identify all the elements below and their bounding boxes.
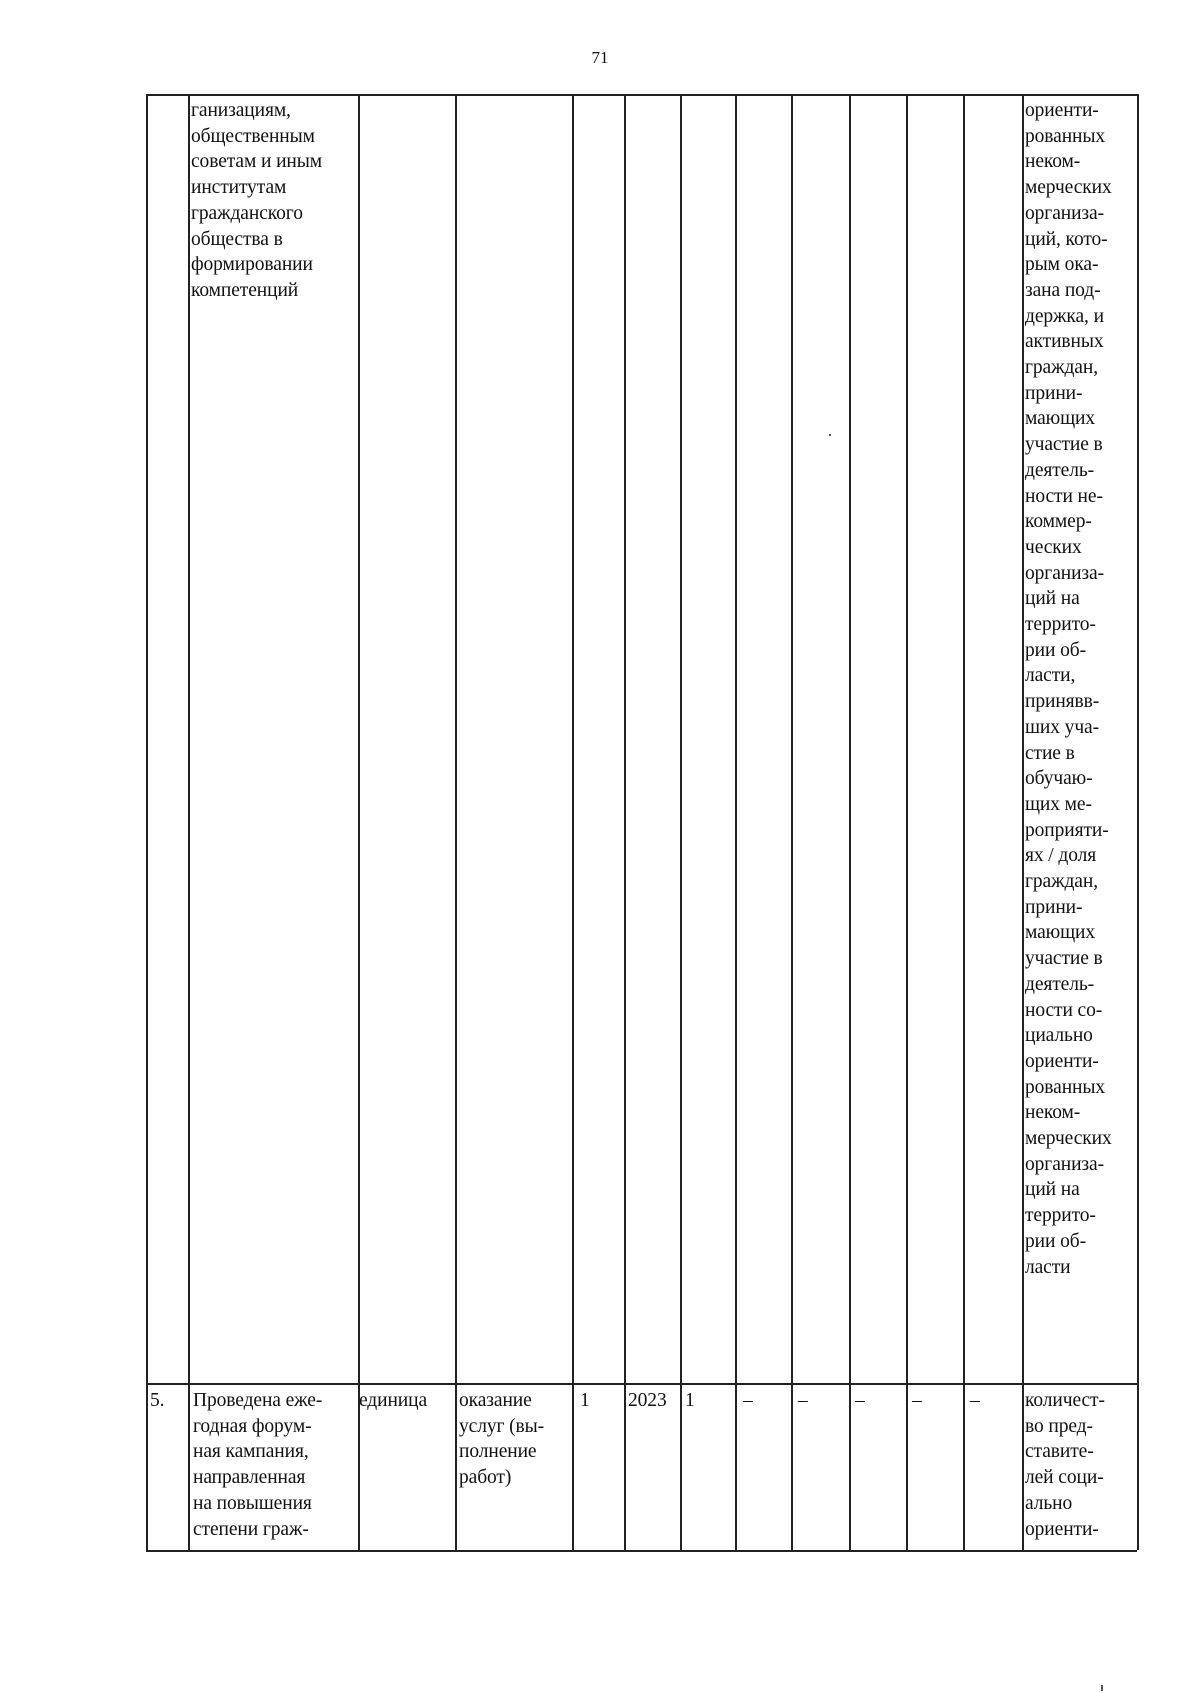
row-description-line: ганизациям, [191, 100, 291, 121]
table-column-border [1022, 94, 1024, 1550]
row-indicator-line: лей соци- [1025, 1467, 1104, 1489]
row-indicator-line: активных [1025, 331, 1104, 353]
table-row-border [146, 94, 1137, 96]
row-description-line: на повышения [193, 1492, 312, 1514]
table-column-border [963, 94, 965, 1550]
row-indicator-line: ций на [1025, 1179, 1080, 1201]
row-indicator-line: ций на [1025, 588, 1080, 610]
row-indicator-line: ставите- [1025, 1441, 1094, 1463]
table-column-border [791, 94, 793, 1550]
row-indicator-line: ориенти- [1025, 1518, 1099, 1540]
row-indicator-line: зана под- [1025, 279, 1101, 301]
row-indicator-line: ности со- [1025, 999, 1103, 1021]
row-indicator-line: рованных [1025, 1076, 1106, 1098]
row-indicator-line: коммер- [1025, 511, 1092, 533]
row-indicator-line: щих ме- [1025, 793, 1092, 815]
row-indicator-line: организа- [1025, 1153, 1104, 1175]
row-indicator-line: ласти, [1025, 665, 1076, 687]
row-description-line: направленная [193, 1467, 306, 1489]
row-value-1: 1 [685, 1390, 695, 1411]
row-year: 2023 [628, 1390, 667, 1411]
row-indicator-line: мерческих [1025, 177, 1112, 199]
row-indicator-line: деятель- [1025, 973, 1095, 995]
row-value-3: – [798, 1390, 808, 1411]
table-row-border [146, 1550, 1137, 1552]
row-indicator-line: количест- [1025, 1390, 1105, 1411]
row-value-2: – [743, 1390, 753, 1411]
row-indicator-line: рованных [1025, 125, 1106, 147]
row-value-5: – [912, 1390, 922, 1411]
table-column-border [572, 94, 574, 1550]
row-indicator-line: обучаю- [1025, 768, 1093, 790]
row-indicator-line: ях / доля [1025, 845, 1097, 867]
row-indicator-line: террито- [1025, 614, 1096, 635]
table-column-border [906, 94, 908, 1550]
row-indicator-line: прини- [1025, 382, 1083, 404]
row-indicator-line: ческих [1025, 536, 1082, 558]
row-indicator-line: циально [1025, 1025, 1093, 1047]
table-column-border [624, 94, 626, 1550]
row-description-line: общества в [191, 228, 283, 250]
row-indicator-line: стие в [1025, 742, 1075, 764]
row-indicator-line: мерческих [1025, 1128, 1112, 1149]
row-indicator-line: рым ока- [1025, 254, 1099, 276]
table-column-border [358, 94, 360, 1550]
row-number: 5. [150, 1390, 165, 1411]
row-indicator-line: мающих [1025, 408, 1096, 430]
page-number: 71 [591, 48, 609, 67]
row-type-line: работ) [459, 1467, 512, 1489]
row-indicator-line: участие в [1025, 434, 1103, 456]
row-unit: единица [359, 1390, 428, 1411]
row-description-line: общественным [191, 125, 315, 147]
row-indicator-line: ности не- [1025, 485, 1103, 507]
row-indicator-line: граждан, [1025, 357, 1098, 378]
row-indicator-line: мающих [1025, 922, 1096, 944]
row-indicator-line: держка, и [1025, 305, 1104, 327]
row-description-line: степени граж- [193, 1518, 309, 1540]
row-description-line: формировании [191, 254, 313, 276]
row-description-line: ная кампания, [193, 1441, 309, 1463]
row-description-line: Проведена еже- [193, 1390, 323, 1411]
row-value-4: – [855, 1390, 865, 1411]
row-indicator-line: неком- [1025, 151, 1081, 173]
row-description-line: советам и иным [191, 151, 323, 173]
row-indicator-line: деятель- [1025, 459, 1095, 481]
row-indicator-line: организа- [1025, 562, 1104, 584]
row-indicator-line: ций, кото- [1025, 228, 1108, 250]
row-type-line: полнение [459, 1441, 537, 1463]
row-base-value: 1 [580, 1390, 590, 1411]
row-indicator-line: участие в [1025, 948, 1103, 970]
row-indicator-line: ориенти- [1025, 100, 1099, 121]
row-indicator-line: организа- [1025, 202, 1104, 224]
scan-speck [829, 434, 831, 436]
row-indicator-line: прини- [1025, 896, 1083, 918]
row-description-line: компетенций [191, 279, 299, 301]
row-indicator-line: принявв- [1025, 691, 1100, 713]
table-column-border [188, 94, 190, 1550]
table-column-border [455, 94, 457, 1550]
table-column-border [146, 94, 148, 1550]
row-indicator-line: рии об- [1025, 639, 1086, 661]
row-description-line: институтам [191, 177, 287, 199]
row-indicator-line: граждан, [1025, 871, 1098, 892]
row-indicator-line: во пред- [1025, 1415, 1093, 1437]
row-indicator-line: неком- [1025, 1102, 1081, 1124]
row-indicator-line: ших уча- [1025, 716, 1099, 738]
row-indicator-line: роприяти- [1025, 819, 1109, 841]
row-description-line: гражданского [191, 202, 303, 224]
row-indicator-line: террито- [1025, 1205, 1096, 1227]
table-column-border [680, 94, 682, 1550]
row-type-line: услуг (вы- [459, 1415, 545, 1437]
table-column-border [735, 94, 737, 1550]
row-indicator-line: ориенти- [1025, 1050, 1099, 1072]
row-value-6: – [970, 1390, 980, 1411]
row-description-line: годная форум- [193, 1415, 312, 1437]
table-column-border [849, 94, 851, 1550]
scan-speck [1101, 1685, 1103, 1691]
row-indicator-line: рии об- [1025, 1230, 1086, 1252]
row-indicator-line: ласти [1025, 1256, 1071, 1278]
table-row-border [146, 1383, 1137, 1385]
row-indicator-line: ально [1025, 1492, 1073, 1514]
table-column-border [1137, 94, 1139, 1550]
row-type-line: оказание [459, 1390, 532, 1411]
